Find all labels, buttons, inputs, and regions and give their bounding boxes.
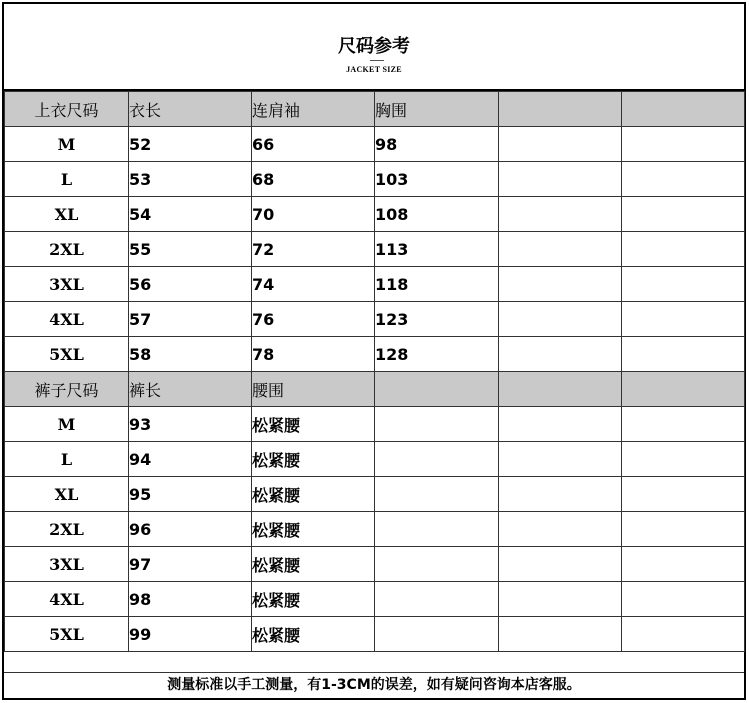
empty-cell <box>375 477 499 512</box>
empty-cell <box>622 337 745 372</box>
empty-cell <box>375 442 499 477</box>
pants-size-header: 裤子尺码 <box>5 372 129 407</box>
pants-size-cell: M <box>5 407 129 442</box>
empty-cell <box>375 407 499 442</box>
empty-cell <box>499 232 622 267</box>
table-row <box>5 232 745 267</box>
empty-cell <box>499 477 622 512</box>
pants-waist-cell: 松紧腰 <box>252 477 375 512</box>
top-chest-cell: 128 <box>375 337 499 372</box>
empty-cell <box>499 512 622 547</box>
top-length-cell: 52 <box>129 127 252 162</box>
top-length-cell: 57 <box>129 302 252 337</box>
empty-cell <box>622 267 745 302</box>
top-sleeve-cell: 66 <box>252 127 375 162</box>
empty-cell <box>499 547 622 582</box>
size-chart <box>2 2 746 700</box>
pants-size-cell: L <box>5 442 129 477</box>
top-chest-cell: 123 <box>375 302 499 337</box>
top-chest-cell: 118 <box>375 267 499 302</box>
pants-length-cell: 94 <box>129 442 252 477</box>
pants-waist-cell: 松紧腰 <box>252 617 375 652</box>
table-row <box>5 302 745 337</box>
top-chest-cell: 103 <box>375 162 499 197</box>
empty-cell <box>499 197 622 232</box>
top-size-cell: 5XL <box>5 337 129 372</box>
pants-waist-header: 腰围 <box>252 372 375 407</box>
empty-cell <box>499 302 622 337</box>
table-row <box>5 547 745 582</box>
empty-cell <box>499 337 622 372</box>
top-sleeve-cell: 68 <box>252 162 375 197</box>
top-size-cell: M <box>5 127 129 162</box>
top-sleeve-cell: 72 <box>252 232 375 267</box>
pants-size-cell: 4XL <box>5 582 129 617</box>
empty-header-cell <box>375 372 499 407</box>
pants-waist-cell: 松紧腰 <box>252 442 375 477</box>
top-size-cell: 4XL <box>5 302 129 337</box>
top-chest-cell: 108 <box>375 197 499 232</box>
top-size-cell: 3XL <box>5 267 129 302</box>
empty-cell <box>622 617 745 652</box>
pants-waist-cell: 松紧腰 <box>252 582 375 617</box>
table-row <box>5 442 745 477</box>
table-row <box>5 407 745 442</box>
empty-cell <box>622 477 745 512</box>
size-table <box>4 91 745 652</box>
pants-size-cell: 3XL <box>5 547 129 582</box>
pants-waist-cell: 松紧腰 <box>252 512 375 547</box>
top-length-header: 衣长 <box>129 92 252 127</box>
top-size-cell: L <box>5 162 129 197</box>
empty-cell <box>375 617 499 652</box>
empty-cell <box>622 127 745 162</box>
empty-cell <box>622 547 745 582</box>
top-length-cell: 53 <box>129 162 252 197</box>
top-size-header: 上衣尺码 <box>5 92 129 127</box>
empty-cell <box>499 162 622 197</box>
pants-size-cell: 5XL <box>5 617 129 652</box>
table-row <box>5 162 745 197</box>
pants-waist-cell: 松紧腰 <box>252 407 375 442</box>
empty-header-cell <box>622 92 745 127</box>
empty-cell <box>499 127 622 162</box>
top-chest-cell: 98 <box>375 127 499 162</box>
empty-cell <box>622 232 745 267</box>
top-size-cell: 2XL <box>5 232 129 267</box>
pants-size-cell: XL <box>5 477 129 512</box>
empty-cell <box>622 582 745 617</box>
table-row <box>5 617 745 652</box>
empty-cell <box>622 512 745 547</box>
title-area <box>4 4 744 91</box>
top-length-cell: 56 <box>129 267 252 302</box>
pants-length-cell: 93 <box>129 407 252 442</box>
size-table-body <box>5 92 745 652</box>
empty-cell <box>499 407 622 442</box>
empty-cell <box>499 582 622 617</box>
top-length-cell: 54 <box>129 197 252 232</box>
page-title: 尺码参考 <box>338 36 410 57</box>
top-header-row <box>5 92 745 127</box>
empty-cell <box>499 617 622 652</box>
empty-cell <box>622 407 745 442</box>
subtitle-rule <box>370 60 384 61</box>
pants-length-cell: 97 <box>129 547 252 582</box>
table-row <box>5 267 745 302</box>
table-row <box>5 477 745 512</box>
pants-length-cell: 95 <box>129 477 252 512</box>
pants-header-row <box>5 372 745 407</box>
top-sleeve-header: 连肩袖 <box>252 92 375 127</box>
top-size-cell: XL <box>5 197 129 232</box>
top-chest-cell: 113 <box>375 232 499 267</box>
empty-cell <box>499 267 622 302</box>
top-sleeve-cell: 74 <box>252 267 375 302</box>
table-row <box>5 512 745 547</box>
footer-note: 测量标准以手工测量，有1-3CM的误差，如有疑问咨询本店客服。 <box>4 672 744 698</box>
pants-waist-cell: 松紧腰 <box>252 547 375 582</box>
pants-length-header: 裤长 <box>129 372 252 407</box>
top-sleeve-cell: 76 <box>252 302 375 337</box>
empty-cell <box>622 162 745 197</box>
top-chest-header: 胸围 <box>375 92 499 127</box>
empty-cell <box>375 547 499 582</box>
page-subtitle: JACKET SIZE <box>346 65 402 74</box>
pants-size-cell: 2XL <box>5 512 129 547</box>
empty-cell <box>499 442 622 477</box>
table-row <box>5 582 745 617</box>
empty-header-cell <box>499 372 622 407</box>
empty-cell <box>375 582 499 617</box>
top-sleeve-cell: 78 <box>252 337 375 372</box>
empty-cell <box>375 512 499 547</box>
pants-length-cell: 96 <box>129 512 252 547</box>
top-length-cell: 55 <box>129 232 252 267</box>
table-row <box>5 127 745 162</box>
pants-length-cell: 99 <box>129 617 252 652</box>
table-row <box>5 197 745 232</box>
top-sleeve-cell: 70 <box>252 197 375 232</box>
empty-header-cell <box>499 92 622 127</box>
empty-cell <box>622 302 745 337</box>
empty-cell <box>622 442 745 477</box>
top-length-cell: 58 <box>129 337 252 372</box>
empty-cell <box>622 197 745 232</box>
empty-header-cell <box>622 372 745 407</box>
table-row <box>5 337 745 372</box>
pants-length-cell: 98 <box>129 582 252 617</box>
